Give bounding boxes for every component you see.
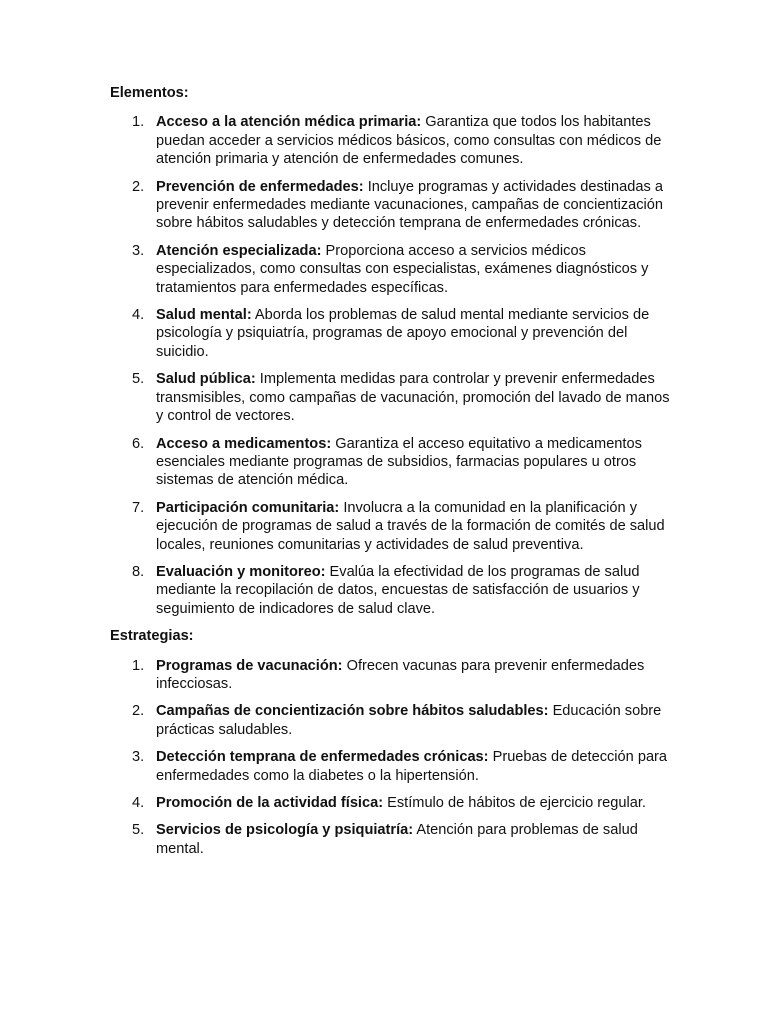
item-term: Prevención de enfermedades:: [156, 178, 364, 195]
list-item: [110, 178, 670, 233]
item-description: Proporciona acceso a servicios médicos especializados, como consultas con especialistas, exámenes diagnósticos y tratamientos para enfermedades específicas.: [156, 242, 649, 296]
item-number: 2.: [132, 703, 145, 720]
item-term: Promoción de la actividad física:: [156, 795, 384, 811]
elementos-list: [110, 113, 670, 618]
list-item: [110, 794, 670, 812]
item-description: Atención para problemas de salud mental.: [156, 822, 638, 857]
estrategias-list: [110, 657, 670, 859]
item-number: 1.: [132, 114, 145, 131]
item-number: 1.: [132, 657, 145, 674]
item-number: 8.: [132, 563, 145, 580]
item-description: Pruebas de detección para enfermedades como la diabetes o la hipertensión.: [156, 749, 668, 784]
list-item: [110, 563, 670, 618]
list-item: [110, 702, 670, 739]
item-description: Garantiza que todos los habitantes puedan acceder a servicios médicos básicos, como consultas con médicos de atención primaria y atención de enfermedades comunes.: [156, 114, 662, 168]
item-description: Estímulo de hábitos de ejercicio regular.: [383, 795, 646, 811]
item-number: 7.: [132, 499, 145, 516]
item-description: Garantiza el acceso equitativo a medicamentos esenciales mediante programas de subsidios, farmacias populares u otros sistemas de atención médica.: [156, 435, 642, 489]
item-number: 2.: [132, 178, 145, 195]
list-item: [110, 657, 670, 694]
item-term: Programas de vacunación:: [156, 657, 343, 674]
item-term: Evaluación y monitoreo:: [156, 563, 326, 580]
item-number: 5.: [132, 822, 145, 839]
list-item: [110, 748, 670, 785]
item-number: 4.: [132, 307, 145, 324]
item-term: Detección temprana de enfermedades crónicas:: [156, 749, 489, 766]
item-description: Incluye programas y actividades destinadas a prevenir enfermedades mediante vacunaciones, campañas de concientización sobre hábitos saludables y detección temprana de enfermedades crónicas.: [156, 178, 664, 232]
list-item: [110, 435, 670, 490]
elementos-heading: Elementos:: [110, 85, 189, 101]
item-term: Salud mental:: [156, 307, 252, 324]
item-number: 3.: [132, 242, 145, 259]
item-description: Educación sobre prácticas saludables.: [156, 703, 662, 738]
item-description: Implementa medidas para controlar y prevenir enfermedades transmisibles, como campañas de vacunación, promoción del lavado de manos y control de vectores.: [156, 371, 670, 425]
item-description: Ofrecen vacunas para prevenir enfermedades infecciosas.: [156, 657, 645, 692]
item-term: Servicios de psicología y psiquiatría:: [156, 822, 414, 839]
item-number: 6.: [132, 435, 145, 452]
item-number: 5.: [132, 371, 145, 388]
list-item: [110, 242, 670, 297]
document-page: [110, 84, 670, 867]
item-number: 3.: [132, 749, 145, 766]
item-term: Participación comunitaria:: [156, 499, 340, 516]
item-term: Atención especializada:: [156, 242, 322, 259]
list-item: [110, 370, 670, 425]
list-item: [110, 113, 670, 168]
item-term: Campañas de concientización sobre hábitos saludables:: [156, 703, 549, 720]
list-item: [110, 821, 670, 858]
item-description: Aborda los problemas de salud mental mediante servicios de psicología y psiquiatría, programas de apoyo emocional y prevención del suicidio.: [156, 307, 650, 360]
item-term: Salud pública:: [156, 371, 256, 388]
item-term: Acceso a la atención médica primaria:: [156, 114, 422, 131]
list-item: [110, 306, 670, 361]
item-term: Acceso a medicamentos:: [156, 435, 332, 452]
estrategias-heading: Estrategias:: [110, 628, 194, 645]
list-item: [110, 499, 670, 554]
item-number: 4.: [132, 795, 145, 811]
item-description: Involucra a la comunidad en la planificación y ejecución de programas de salud a través de la formación de comités de salud locales, reuniones comunitarias y actividades de salud preventiva.: [156, 499, 665, 553]
item-description: Evalúa la efectividad de los programas de salud mediante la recopilación de datos, encuestas de satisfacción de usuarios y seguimiento de indicadores de salud clave.: [156, 563, 640, 617]
